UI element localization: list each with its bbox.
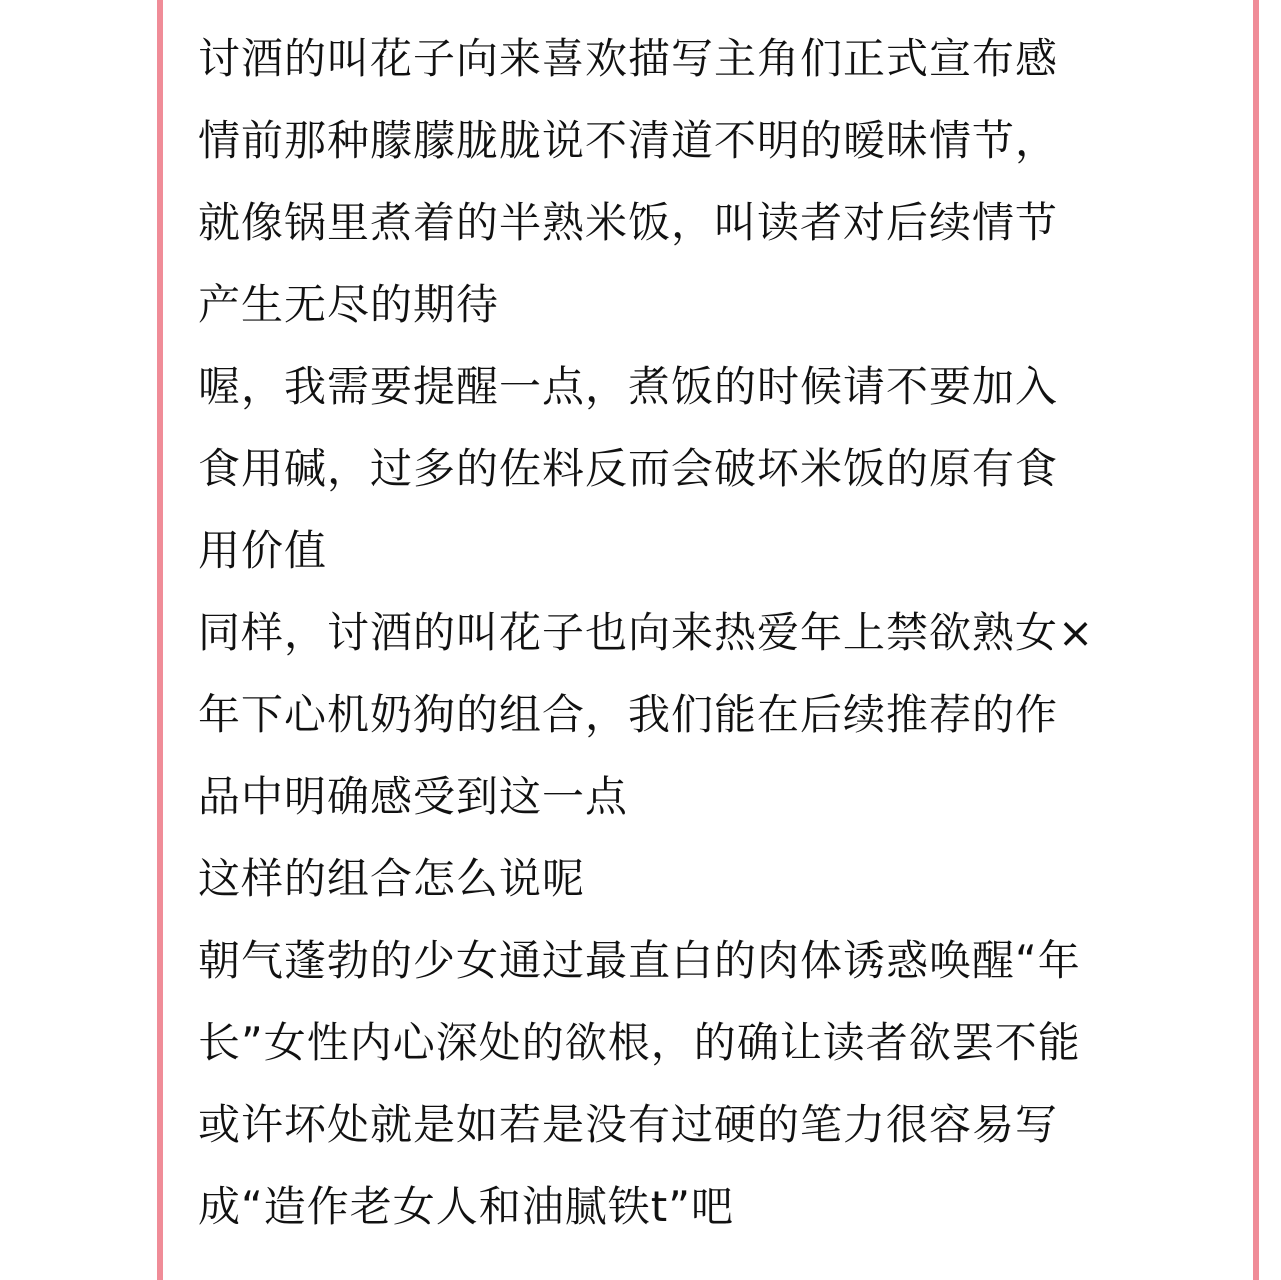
text-line: 品中明确感受到这一点 — [198, 772, 629, 821]
text-line: 长”女性内心深处的欲根，的确让读者欲罢不能 — [198, 1018, 1081, 1067]
text-line: 就像锅里煮着的半熟米饭，叫读者对后续情节 — [198, 198, 1059, 247]
text-line: 这样的组合怎么说呢 — [198, 854, 586, 903]
text-line: 同样，讨酒的叫花子也向来热爱年上禁欲熟女× — [198, 608, 1095, 657]
text-line: 年下心机奶狗的组合，我们能在后续推荐的作 — [198, 690, 1059, 739]
text-line: 朝气蓬勃的少女通过最直白的肉体诱惑唤醒“年 — [198, 936, 1081, 985]
text-line: 成“造作老女人和油腻铁t”吧 — [198, 1182, 734, 1231]
text-line: 情前那种朦朦胧胧说不清道不明的暧昧情节， — [198, 116, 1059, 165]
text-line: 讨酒的叫花子向来喜欢描写主角们正式宣布感 — [198, 34, 1059, 83]
text-line: 用价值 — [198, 526, 328, 575]
text-line: 产生无尽的期待 — [198, 280, 500, 329]
text-line: 喔，我需要提醒一点，煮饭的时候请不要加入 — [198, 362, 1059, 411]
article-body — [198, 18, 1228, 1248]
text-line: 或许坏处就是如若是没有过硬的笔力很容易写 — [198, 1100, 1059, 1149]
text-line: 食用碱，过多的佐料反而会破坏米饭的原有食 — [198, 444, 1059, 493]
